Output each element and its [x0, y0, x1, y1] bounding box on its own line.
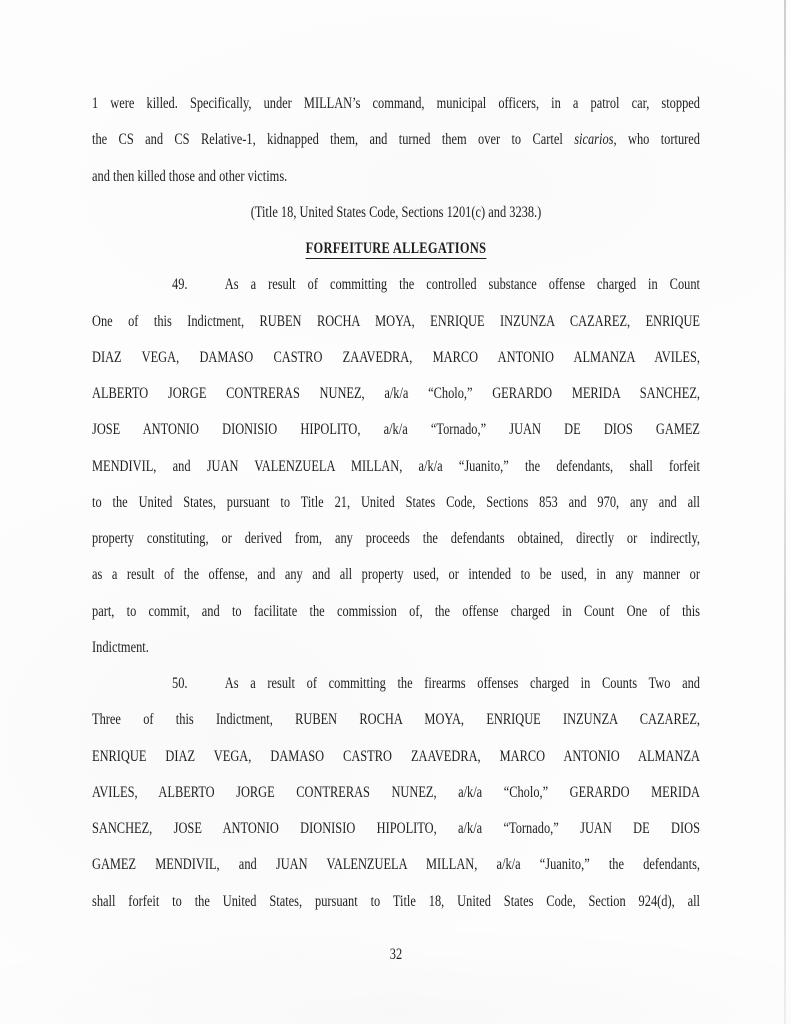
- body-line: 1 were killed. Specifically, under MILLAN’s command, municipal officers, in a patrol car, stopped: [92, 95, 700, 112]
- paragraph-number: 50.: [172, 675, 188, 692]
- section-heading-text: FORFEITURE ALLEGATIONS: [305, 240, 487, 257]
- body-line: to the United States, pursuant to Title 21, United States Code, Sections 853 and 970, any and all: [92, 493, 700, 511]
- paragraph-number: 49.: [172, 276, 188, 294]
- body-line: property constituting, or derived from, any proceeds the defendants obtained, directly or indirectly,: [92, 530, 700, 547]
- body-line: ALBERTO JORGE CONTRERAS NUNEZ, a/k/a “Cholo,” GERARDO MERIDA SANCHEZ,: [92, 385, 700, 402]
- body-line: and then killed those and other victims.: [92, 167, 288, 185]
- body-line: as a result of the offense, and any and all property used, or intended to be used, in any manner or: [92, 566, 700, 584]
- page-number: 32: [389, 945, 403, 963]
- statute-citation: (Title 18, United States Code, Sections 1201(c) and 3238.): [250, 203, 542, 221]
- body-line: ENRIQUE DIAZ VEGA, DAMASO CASTRO ZAAVEDRA, MARCO ANTONIO ALMANZA: [92, 747, 700, 765]
- paragraph-50-first-line: [92, 666, 700, 702]
- body-line: DIAZ VEGA, DAMASO CASTRO ZAAVEDRA, MARCO ANTONIO ALMANZA AVILES,: [92, 348, 700, 366]
- body-line: One of this Indictment, RUBEN ROCHA MOYA, ENRIQUE INZUNZA CAZAREZ, ENRIQUE: [92, 312, 700, 330]
- body-line: Three of this Indictment, RUBEN ROCHA MOYA, ENRIQUE INZUNZA CAZAREZ,: [92, 711, 700, 729]
- section-heading: [92, 231, 700, 267]
- body-line: [92, 122, 700, 158]
- body-text: , who tortured: [613, 131, 700, 149]
- body-line: AVILES, ALBERTO JORGE CONTRERAS NUNEZ, a/k/a “Cholo,” GERARDO MERIDA: [92, 783, 700, 801]
- body-line: JOSE ANTONIO DIONISIO HIPOLITO, a/k/a “Tornado,” JUAN DE DIOS GAMEZ: [92, 421, 700, 439]
- italic-term: sicarios: [574, 131, 614, 149]
- paragraph-49-first-line: [92, 267, 700, 303]
- body-line: MENDIVIL, and JUAN VALENZUELA MILLAN, a/k/a “Juanito,” the defendants, shall forfeit: [92, 457, 700, 475]
- body-line: GAMEZ MENDIVIL, and JUAN VALENZUELA MILLAN, a/k/a “Juanito,” the defendants,: [92, 856, 700, 874]
- body-line: Indictment.: [92, 638, 149, 656]
- body-text: As a result of committing the firearms offenses charged in Counts Two and: [224, 675, 701, 692]
- scan-edge-artifact: [784, 0, 786, 1024]
- body-line: SANCHEZ, JOSE ANTONIO DIONISIO HIPOLITO, a/k/a “Tornado,” JUAN DE DIOS: [92, 820, 700, 837]
- document-text: [92, 86, 700, 969]
- body-text: the CS and CS Relative-1, kidnapped them, and turned them over to Cartel: [92, 131, 575, 149]
- body-line: part, to commit, and to facilitate the commission of, the offense charged in Count One of this: [92, 602, 700, 620]
- body-line: shall forfeit to the United States, pursuant to Title 18, United States Code, Section 924(d), all: [92, 892, 700, 910]
- body-text: As a result of committing the controlled substance offense charged in Count: [224, 276, 701, 294]
